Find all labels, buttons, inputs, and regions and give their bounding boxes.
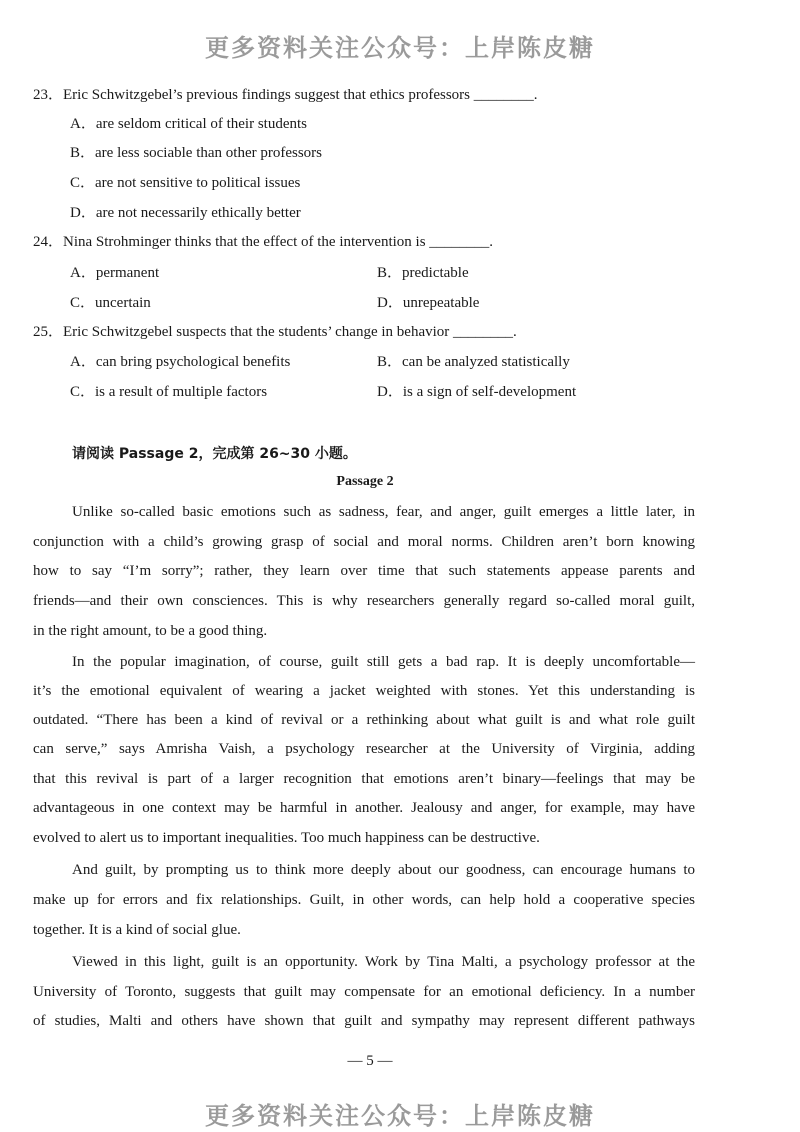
text-line: outdated. “There has been a kind of revival or a rethinking about what guilt is and what role guilt (33, 712, 695, 728)
text-line: can serve,” says Amrisha Vaish, a psychology researcher at the University of Virginia, adding (33, 741, 695, 757)
text-line: Viewed in this light, guilt is an opportunity. Work by Tina Malti, a psychology professor at the (72, 954, 695, 970)
question-stem: 24．Nina Strohminger thinks that the effect of the intervention is ________. (33, 234, 494, 250)
option-b: B．are less sociable than other professors (70, 145, 323, 161)
text-line: In the popular imagination, of course, guilt still gets a bad rap. It is deeply uncomfortable— (72, 654, 695, 670)
instruction: 请阅读 Passage 2，完成第 26~30 小题。 (72, 446, 357, 462)
question-stem: 23．Eric Schwitzgebel’s previous findings suggest that ethics professors ________. (33, 87, 538, 103)
text-line: together. It is a kind of social glue. (33, 922, 241, 938)
text-line: make up for errors and fix relationships. Guilt, in other words, can help hold a cooperative species (33, 892, 695, 908)
question-stem: 25．Eric Schwitzgebel suspects that the students’ change in behavior ________. (33, 324, 517, 340)
text-line: conjunction with a child’s growing grasp of social and moral norms. Children aren’t born knowing (33, 534, 695, 550)
option-c: C．uncertain (70, 295, 151, 311)
text-line: of studies, Malti and others have shown that guilt and sympathy may represent different pathways (33, 1013, 695, 1029)
option-b: B．predictable (377, 265, 469, 281)
page-number: — 5 — (347, 1053, 393, 1069)
option-c: C．are not sensitive to political issues (70, 175, 301, 191)
text-line: advantageous in one context may be harmful in another. Jealousy and anger, for example, may have (33, 800, 695, 816)
option-a: A．permanent (70, 265, 160, 281)
watermark-top: 更多资料关注公众号：上岸陈皮糖 (205, 34, 595, 62)
option-b: B．can be analyzed statistically (377, 354, 570, 370)
text-line: University of Toronto, suggests that guilt may compensate for an emotional deficiency. In a number (33, 984, 695, 1000)
watermark-bottom: 更多资料关注公众号：上岸陈皮糖 (205, 1102, 595, 1130)
text-line: And guilt, by prompting us to think more deeply about our goodness, can encourage humans to (72, 862, 695, 878)
text-line: how to say “I’m sorry”; rather, they learn over time that such statements appease parents and (33, 563, 695, 579)
option-d: D．is a sign of self-development (377, 384, 577, 400)
text-line: it’s the emotional equivalent of wearing a jacket weighted with stones. Yet this understanding is (33, 683, 695, 699)
text-line: that this revival is part of a larger recognition that emotions aren’t binary—feelings that may be (33, 771, 695, 787)
passage-title: Passage 2 (336, 474, 394, 489)
option-d: D．unrepeatable (377, 295, 480, 311)
text-line: in the right amount, to be a good thing. (33, 623, 268, 639)
option-a: A．are seldom critical of their students (70, 116, 308, 132)
option-d: D．are not necessarily ethically better (70, 205, 301, 221)
text-line: evolved to alert us to important inequalities. Too much happiness can be destructive. (33, 830, 540, 846)
option-a: A．can bring psychological benefits (70, 354, 291, 370)
text-line: Unlike so-called basic emotions such as sadness, fear, and anger, guilt emerges a little later, in (72, 504, 695, 520)
option-c: C．is a result of multiple factors (70, 384, 268, 400)
text-line: friends—and their own consciences. This is why researchers generally regard so-called moral guilt, (33, 593, 695, 609)
